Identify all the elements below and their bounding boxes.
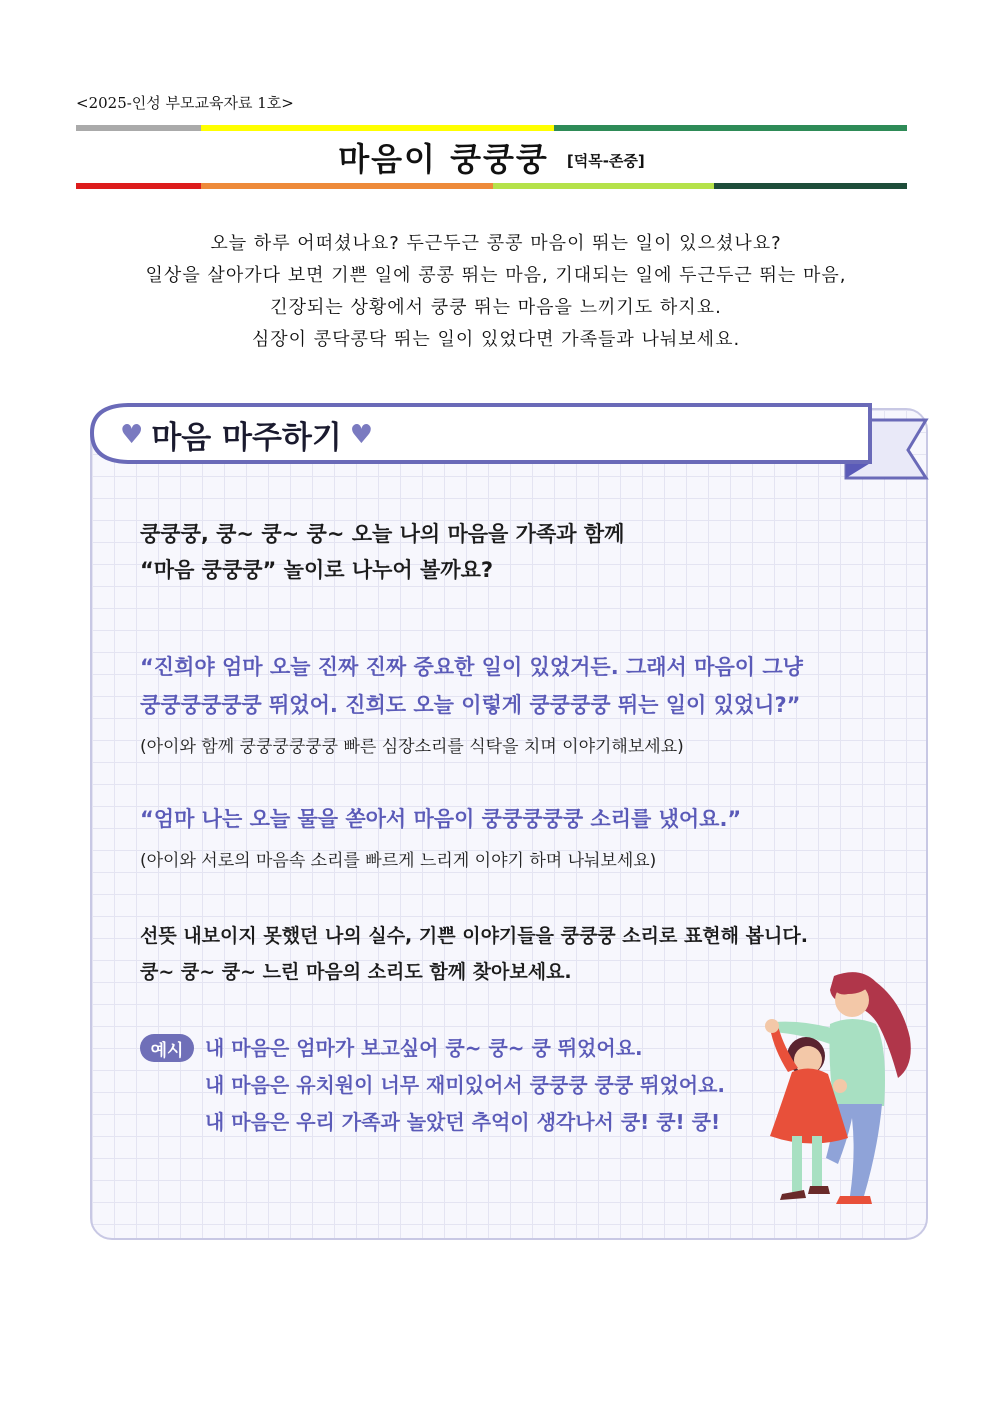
- example-item: 내 마음은 엄마가 보고싶어 쿵~ 쿵~ 쿵 뛰었어요.: [205, 1036, 643, 1060]
- example-badge: 예시: [140, 1034, 194, 1062]
- virtue-subtitle: [덕목-존중]: [566, 151, 645, 170]
- example-item: 내 마음은 우리 가족과 놀았던 추억이 생각나서 쿵! 쿵! 쿵!: [205, 1110, 721, 1134]
- guide-note: (아이와 서로의 마음속 소리를 빠르게 느리게 이야기 하며 나눠보세요): [140, 851, 657, 871]
- quote-line: 쿵쿵쿵쿵쿵쿵 뛰었어. 진희도 오늘 이렇게 쿵쿵쿵쿵 뛰는 일이 있었니?”: [140, 693, 801, 717]
- intro-line: 심장이 콩닥콩닥 뛰는 일이 있었다면 가족들과 나눠보세요.: [251, 329, 741, 350]
- document-label: <2025-인성 부모교육자료 1호>: [76, 94, 294, 112]
- child-quote: “엄마 나는 오늘 물을 쏟아서 마음이 쿵쿵쿵쿵쿵 소리를 냈어요.”: [140, 807, 742, 831]
- mother-child-illustration: [752, 968, 922, 1218]
- instruction-line: 쿵~ 쿵~ 쿵~ 느린 마음의 소리도 함께 찾아보세요.: [140, 961, 572, 983]
- heart-icon: ♥: [120, 419, 144, 450]
- instruction-paragraph: [140, 918, 808, 990]
- intro-line: 오늘 하루 어떠셨나요? 두근두근 콩콩 마음이 뛰는 일이 있으셨나요?: [210, 233, 782, 254]
- lead-text: [140, 516, 624, 588]
- ribbon-title: [120, 412, 373, 457]
- lead-line: 쿵쿵쿵, 쿵~ 쿵~ 쿵~ 오늘 나의 마음을 가족과 함께: [140, 522, 625, 546]
- instruction-line: 선뜻 내보이지 못했던 나의 실수, 기쁜 이야기들을 쿵쿵쿵 소리로 표현해 봅니다.: [140, 925, 808, 947]
- lead-line: “마음 쿵쿵쿵” 놀이로 나누어 볼까요?: [140, 558, 494, 582]
- ribbon-title-text: 마음 마주하기: [151, 420, 342, 456]
- example-list: [205, 1030, 725, 1141]
- parent-quote: [140, 648, 803, 724]
- example-item: 내 마음은 유치원이 너무 재미있어서 쿵쿵쿵 쿵쿵 뛰었어요.: [205, 1073, 726, 1097]
- intro-line: 긴장되는 상황에서 쿵쿵 뛰는 마음을 느끼기도 하지요.: [270, 297, 722, 318]
- heart-icon: ♥: [349, 419, 374, 450]
- guide-note: (아이와 함께 쿵쿵쿵쿵쿵쿵 빠른 심장소리를 식탁을 치며 이야기해보세요): [140, 737, 684, 757]
- quote-line: “진희야 엄마 오늘 진짜 진짜 중요한 일이 있었거든. 그래서 마음이 그냥: [140, 655, 803, 679]
- page-title: 마음이 쿵쿵쿵: [338, 140, 549, 178]
- intro-line: 일상을 살아가다 보면 기쁜 일에 콩콩 뛰는 마음, 기대되는 일에 두근두근 뛰는 마음,: [145, 265, 847, 286]
